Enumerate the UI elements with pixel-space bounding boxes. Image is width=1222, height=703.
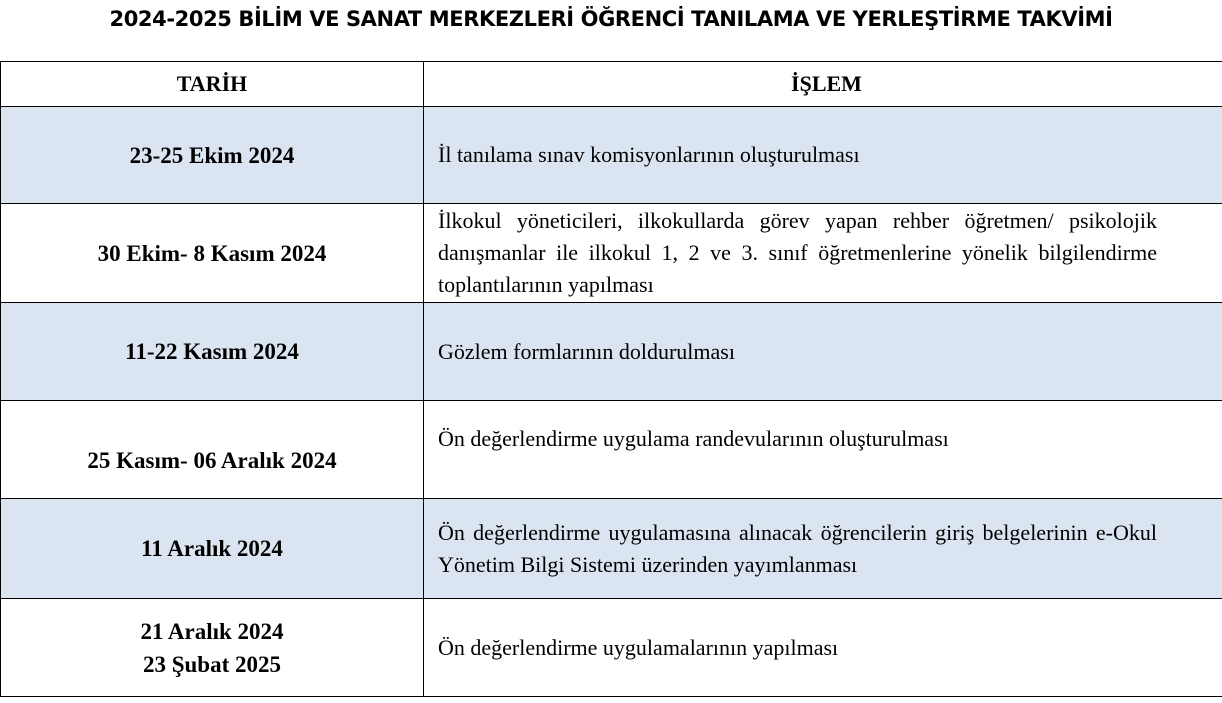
- date-line: 21 Aralık 2024: [140, 618, 284, 644]
- table-row: [1, 499, 1222, 599]
- description-cell: Ön değerlendirme uygulama randevularının oluşturulması: [424, 401, 1222, 499]
- date-cell: [1, 401, 424, 499]
- table-row: [1, 107, 1222, 204]
- table-row: [1, 204, 1222, 303]
- date-line: 25 Kasım- 06 Aralık 2024: [87, 448, 337, 473]
- date-line: 11 Aralık 2024: [141, 536, 283, 561]
- table-row: [1, 599, 1222, 697]
- schedule-table: [0, 61, 1222, 697]
- date-cell: [1, 303, 424, 401]
- description-cell: İl tanılama sınav komisyonlarının oluşturulması: [424, 107, 1222, 204]
- date-cell: [1, 499, 424, 599]
- table-row: [1, 303, 1222, 401]
- date-line: 30 Ekim- 8 Kasım 2024: [97, 240, 327, 266]
- description-cell: Ön değerlendirme uygulamasına alınacak öğrencilerin giriş belgelerinin e-Okul Yönetim Bilgi Sistemi üzerinden yayımlanması: [424, 499, 1222, 599]
- date-line: 11-22 Kasım 2024: [125, 339, 299, 364]
- column-header-date: TARİH: [1, 62, 424, 107]
- table-row: [1, 401, 1222, 499]
- description-cell: Ön değerlendirme uygulamalarının yapılması: [424, 599, 1222, 697]
- date-line: 23-25 Ekim 2024: [129, 142, 295, 168]
- description-cell: Gözlem formlarının doldurulması: [424, 303, 1222, 401]
- date-cell: [1, 204, 424, 303]
- description-cell: İlkokul yöneticileri, ilkokullarda görev yapan rehber öğretmen/ psikolojik danışmanlar ile ilkokul 1, 2 ve 3. sınıf öğretmenlerine yönelik bilgilendirme toplantılarının yapılması: [424, 204, 1222, 303]
- date-cell: [1, 107, 424, 204]
- date-line: 23 Şubat 2025: [142, 651, 282, 677]
- date-cell: [1, 599, 424, 697]
- page-title: 2024-2025 BİLİM VE SANAT MERKEZLERİ ÖĞRENCİ TANILAMA VE YERLEŞTİRME TAKVİMİ: [109, 7, 1113, 31]
- column-header-action: İŞLEM: [424, 62, 1222, 107]
- table-header-row: [1, 62, 1222, 107]
